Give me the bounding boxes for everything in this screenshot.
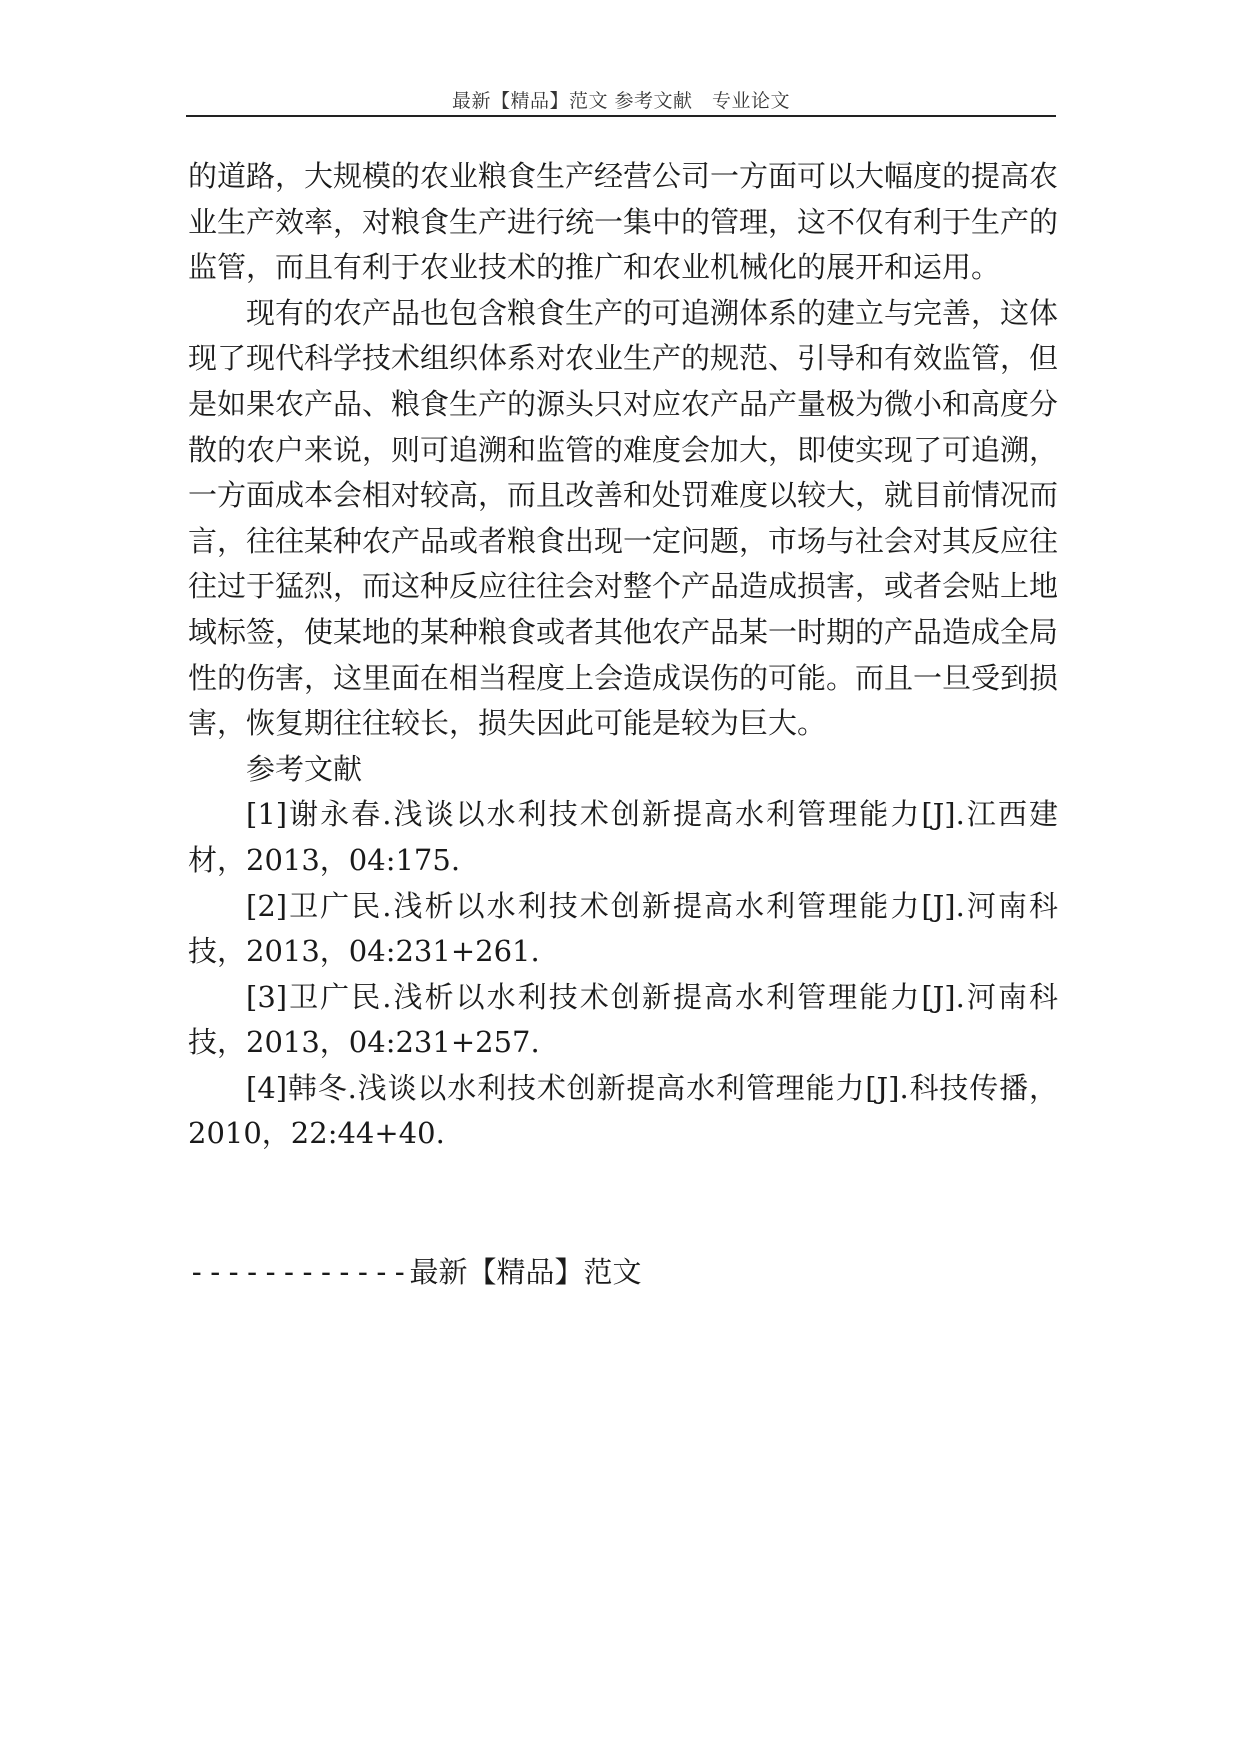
reference-item: [1]谢永春.浅谈以水利技术创新提高水利管理能力[J].江西建材，2013，04:175.: [188, 797, 1058, 877]
reference-item: [4]韩冬.浅谈以水利技术创新提高水利管理能力[J].科技传播，2010，22:44+40.: [188, 1070, 1058, 1151]
footer-dashes: ------------: [188, 1255, 410, 1289]
references-heading: 参考文献: [246, 751, 363, 786]
reference-item: [2]卫广民.浅析以水利技术创新提高水利管理能力[J].河南科技，2013，04:231+261.: [188, 888, 1058, 969]
document-body: [188, 154, 1058, 1157]
body-paragraph: 现有的农产品也包含粮食生产的可追溯体系的建立与完善，这体现了现代科学技术组织体系对农业生产的规范、引导和有效监管，但是如果农产品、粮食生产的源头只对应农产品产量极为微小和高度分散的农户来说，则可追溯和监管的难度会加大，即使实现了可追溯，一方面成本会相对较高，而且改善和处罚难度以较大，就目前情况而言，往往某种农产品或者粮食出现一定问题，市场与社会对其反应往往过于猛烈，而这种反应往往会对整个产品造成损害，或者会贴上地域标签，使某地的某种粮食或者其他农产品某一时期的产品造成全局性的伤害，这里面在相当程度上会造成误伤的可能。而且一旦受到损害，恢复期往往较长，损失因此可能是较为巨大。: [188, 295, 1059, 741]
body-paragraph: 的道路，大规模的农业粮食生产经营公司一方面可以大幅度的提高农业生产效率，对粮食生产进行统一集中的管理，这不仅有利于生产的监管，而且有利于农业技术的推广和农业机械化的展开和运用。: [188, 159, 1059, 285]
page-footer: [188, 1250, 642, 1295]
page-header: 最新【精品】范文 参考文献 专业论文: [451, 90, 791, 112]
footer-label: 最新【精品】范文: [409, 1255, 642, 1289]
header-divider: [186, 115, 1056, 117]
reference-item: [3]卫广民.浅析以水利技术创新提高水利管理能力[J].河南科技，2013，04:231+257.: [188, 979, 1058, 1060]
